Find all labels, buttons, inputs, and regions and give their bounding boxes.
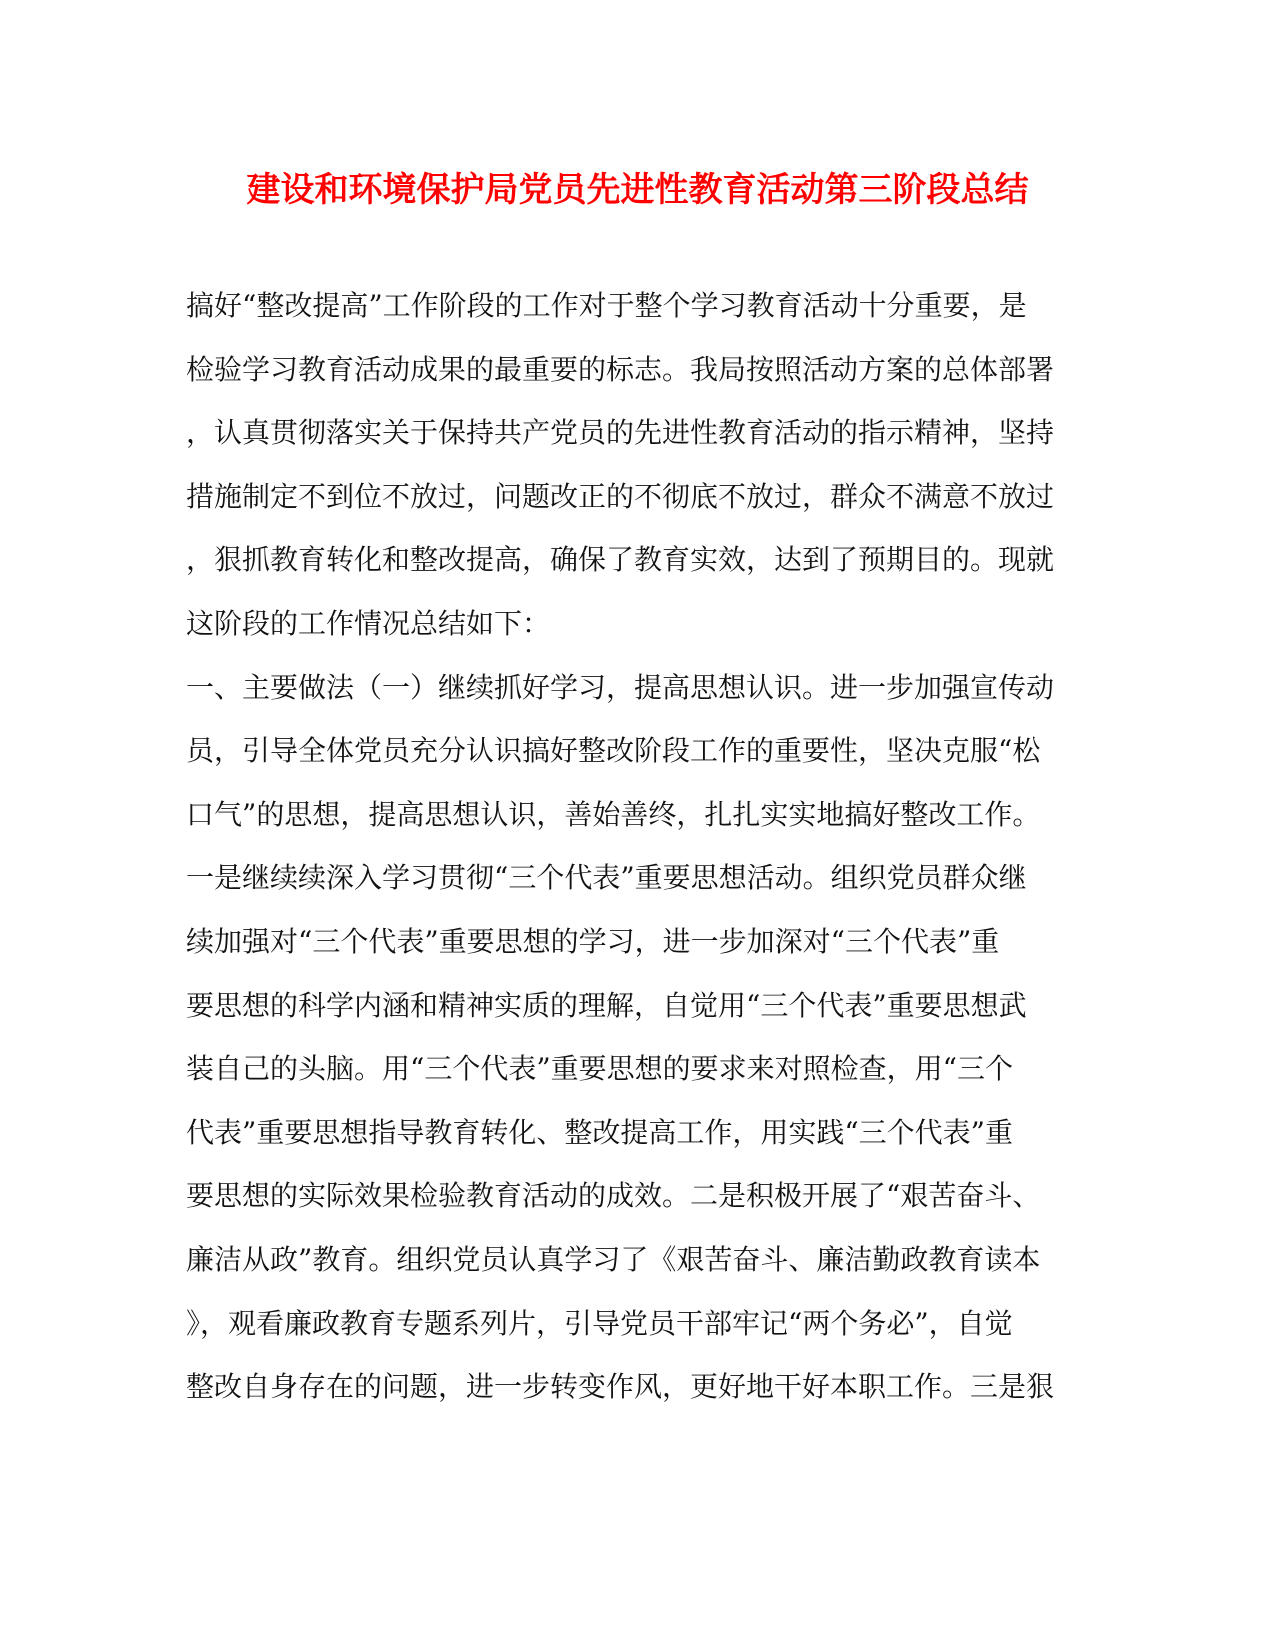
body-line: ，认真贯彻落实关于保持共产党员的先进性教育活动的指示精神，坚持 <box>186 416 1055 450</box>
body-line: 这阶段的工作情况总结如下： <box>186 606 551 640</box>
body-line: 代表”重要思想指导教育转化、整改提高工作，用实践“三个代表”重 <box>186 1115 1013 1149</box>
body-line: 一、主要做法（一）继续抓好学习，提高思想认识。进一步加强宣传动 <box>186 670 1055 704</box>
body-line: 措施制定不到位不放过，问题改正的不彻底不放过，群众不满意不放过 <box>186 479 1055 513</box>
document-title: 建设和环境保护局党员先进性教育活动第三阶段总结 <box>246 170 1029 210</box>
body-line: 要思想的实际效果检验教育活动的成效。二是积极开展了“艰苦奋斗、 <box>186 1179 1041 1213</box>
body-line: 续加强对“三个代表”重要思想的学习，进一步加深对“三个代表”重 <box>186 924 1000 958</box>
body-line: 检验学习教育活动成果的最重要的标志。我局按照活动方案的总体部署 <box>186 352 1055 386</box>
body-line: 》，观看廉政教育专题系列片，引导党员干部牢记“两个务必”，自觉 <box>186 1306 1013 1340</box>
body-line: 整改自身存在的问题，进一步转变作风，更好地干好本职工作。三是狠 <box>186 1370 1055 1404</box>
document-body <box>186 286 1086 1431</box>
body-line: 搞好“整改提高”工作阶段的工作对于整个学习教育活动十分重要，是 <box>186 289 1027 322</box>
body-line: 一是继续续深入学习贯彻“三个代表”重要思想活动。组织党员群众继 <box>186 861 1027 895</box>
body-line: 要思想的科学内涵和精神实质的理解，自觉用“三个代表”重要思想武 <box>186 988 1027 1022</box>
body-line: 廉洁从政”教育。组织党员认真学习了《艰苦奋斗、廉洁勤政教育读本 <box>186 1242 1041 1276</box>
body-line: ，狠抓教育转化和整改提高，确保了教育实效，达到了预期目的。现就 <box>186 543 1055 577</box>
body-line: 装自己的头脑。用“三个代表”重要思想的要求来对照检查，用“三个 <box>186 1052 1013 1086</box>
body-line: 口气”的思想，提高思想认识，善始善终，扎扎实实地搞好整改工作。 <box>186 797 1041 831</box>
body-line: 员，引导全体党员充分认识搞好整改阶段工作的重要性，坚决克服“松 <box>186 734 1041 768</box>
